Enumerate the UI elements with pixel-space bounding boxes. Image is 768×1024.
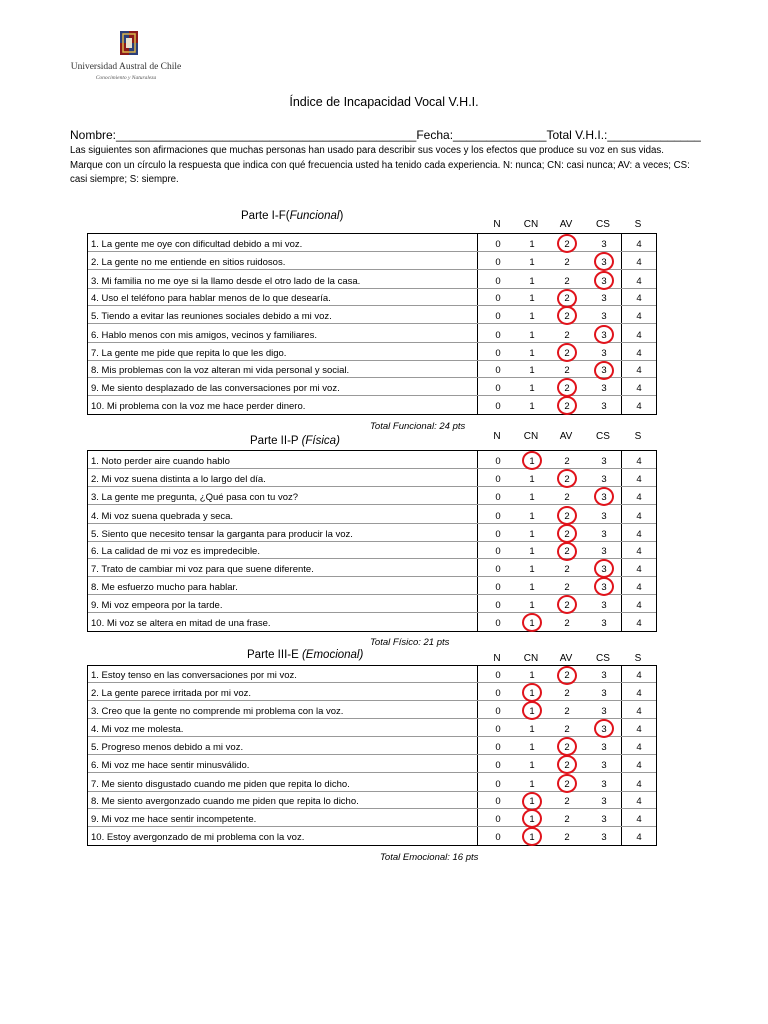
score-option-3[interactable]: 3 (601, 814, 607, 825)
score-option-2[interactable]: 2 (564, 474, 570, 485)
score-option-1[interactable]: 1 (529, 688, 535, 699)
question-divider (477, 577, 478, 595)
table-row (88, 666, 656, 683)
table-row (88, 595, 656, 613)
question-text: 2. La gente no me entiende en sitios ruidosos. (91, 257, 286, 268)
score-option-1[interactable]: 1 (529, 600, 535, 611)
question-divider (477, 343, 478, 361)
question-divider (477, 361, 478, 378)
score-option-3[interactable]: 3 (601, 365, 607, 376)
score-option-3[interactable]: 3 (601, 779, 607, 790)
logo-motto: Conocimiento y Naturaleza (95, 75, 157, 81)
score-option-3[interactable]: 3 (601, 600, 607, 611)
question-text: 6. La calidad de mi voz es impredecible. (91, 546, 260, 557)
score-option-1[interactable]: 1 (529, 401, 535, 412)
score-option-0[interactable]: 0 (495, 796, 501, 807)
score-option-2[interactable]: 2 (564, 257, 570, 268)
column-header-n: N (493, 431, 501, 442)
question-text: 5. Tiendo a evitar las reuniones sociales debido a mi voz. (91, 311, 332, 322)
table-row (88, 773, 656, 792)
question-text: 3. Mi familia no me oye si la llamo desde el otro lado de la casa. (91, 276, 361, 287)
score-option-3[interactable]: 3 (601, 529, 607, 540)
score-option-1[interactable]: 1 (529, 239, 535, 250)
score-option-4[interactable]: 4 (636, 564, 642, 575)
score-option-1[interactable]: 1 (529, 474, 535, 485)
column-header-s: S (634, 219, 642, 230)
score-option-3[interactable]: 3 (601, 330, 607, 341)
question-divider (477, 469, 478, 487)
table-row (88, 755, 656, 773)
question-text: 6. Mi voz me hace sentir minusválido. (91, 760, 250, 771)
score-option-1[interactable]: 1 (529, 492, 535, 503)
column-header-n: N (493, 653, 501, 664)
score-option-0[interactable]: 0 (495, 779, 501, 790)
score-option-1[interactable]: 1 (529, 383, 535, 394)
score-option-0[interactable]: 0 (495, 760, 501, 771)
score-option-1[interactable]: 1 (529, 796, 535, 807)
score-option-1[interactable]: 1 (529, 742, 535, 753)
score-option-4[interactable]: 4 (636, 814, 642, 825)
score-option-4[interactable]: 4 (636, 365, 642, 376)
score-option-2[interactable]: 2 (564, 688, 570, 699)
score-option-2[interactable]: 2 (564, 814, 570, 825)
part-title-suffix: ) (339, 210, 344, 222)
table-row (88, 505, 656, 524)
question-divider (477, 542, 478, 559)
score-option-2[interactable]: 2 (564, 670, 570, 681)
column-header-av: AV (559, 431, 573, 442)
question-divider (477, 683, 478, 701)
question-table (87, 233, 657, 415)
score-option-2[interactable]: 2 (564, 529, 570, 540)
table-row (88, 809, 656, 827)
question-text: 9. Mi voz me hace sentir incompetente. (91, 814, 257, 825)
score-option-3[interactable]: 3 (601, 239, 607, 250)
column-headers (0, 431, 768, 445)
score-option-2[interactable]: 2 (564, 456, 570, 467)
score-option-3[interactable]: 3 (601, 724, 607, 735)
column-header-cs: CS (596, 431, 610, 442)
score-option-2[interactable]: 2 (564, 618, 570, 629)
question-text: 9. Me siento desplazado de las conversaciones por mi voz. (91, 383, 340, 394)
score-option-1[interactable]: 1 (529, 546, 535, 557)
score-option-4[interactable]: 4 (636, 724, 642, 735)
question-text: 5. Progreso menos debido a mi voz. (91, 742, 244, 753)
score-option-2[interactable]: 2 (564, 546, 570, 557)
question-text: 10. Mi voz se altera en mitad de una frase. (91, 618, 271, 629)
score-option-3[interactable]: 3 (601, 311, 607, 322)
question-text: 4. Mi voz me molesta. (91, 724, 184, 735)
score-option-1[interactable]: 1 (529, 618, 535, 629)
question-divider (477, 524, 478, 542)
score-option-2[interactable]: 2 (564, 311, 570, 322)
part-title-prefix: Parte III-E (247, 649, 302, 661)
table-row (88, 306, 656, 324)
score-option-3[interactable]: 3 (601, 511, 607, 522)
score-option-4[interactable]: 4 (636, 779, 642, 790)
score-option-1[interactable]: 1 (529, 529, 535, 540)
table-row (88, 719, 656, 737)
score-option-1[interactable]: 1 (529, 276, 535, 287)
score-option-4[interactable]: 4 (636, 529, 642, 540)
table-row (88, 378, 656, 396)
score-option-2[interactable]: 2 (564, 239, 570, 250)
score-option-1[interactable]: 1 (529, 724, 535, 735)
score-option-0[interactable]: 0 (495, 311, 501, 322)
score-option-0[interactable]: 0 (495, 365, 501, 376)
column-header-av: AV (559, 653, 573, 664)
score-option-0[interactable]: 0 (495, 742, 501, 753)
score-option-3[interactable]: 3 (601, 688, 607, 699)
question-divider (477, 234, 478, 252)
score-option-1[interactable]: 1 (529, 832, 535, 843)
table-row (88, 396, 656, 414)
score-option-4[interactable]: 4 (636, 276, 642, 287)
score-option-3[interactable]: 3 (601, 257, 607, 268)
score-option-4[interactable]: 4 (636, 582, 642, 593)
score-option-2[interactable]: 2 (564, 796, 570, 807)
score-option-1[interactable]: 1 (529, 311, 535, 322)
score-option-3[interactable]: 3 (601, 670, 607, 681)
score-option-4[interactable]: 4 (636, 618, 642, 629)
question-text: 2. Mi voz suena distinta a lo largo del día. (91, 474, 266, 485)
score-option-3[interactable]: 3 (601, 706, 607, 717)
score-option-4[interactable]: 4 (636, 600, 642, 611)
header-fields (70, 128, 701, 142)
score-option-4[interactable]: 4 (636, 239, 642, 250)
table-row (88, 559, 656, 577)
document-title: Índice de Incapacidad Vocal V.H.I. (289, 95, 479, 109)
column-header-cn: CN (523, 431, 539, 442)
question-divider (477, 559, 478, 577)
question-divider (477, 324, 478, 343)
score-option-4[interactable]: 4 (636, 311, 642, 322)
score-option-1[interactable]: 1 (529, 582, 535, 593)
score-option-1[interactable]: 1 (529, 760, 535, 771)
score-option-1[interactable]: 1 (529, 564, 535, 575)
score-option-3[interactable]: 3 (601, 564, 607, 575)
score-option-1[interactable]: 1 (529, 293, 535, 304)
part-title-prefix: Parte II-P (250, 435, 302, 447)
score-option-3[interactable]: 3 (601, 474, 607, 485)
score-option-2[interactable]: 2 (564, 706, 570, 717)
score-option-3[interactable]: 3 (601, 582, 607, 593)
question-text: 4. Mi voz suena quebrada y seca. (91, 511, 234, 522)
university-logo (70, 28, 182, 86)
table-row (88, 737, 656, 755)
column-header-s: S (634, 431, 642, 442)
column-header-s: S (634, 653, 642, 664)
table-row (88, 792, 656, 809)
score-option-3[interactable]: 3 (601, 348, 607, 359)
crest-icon (118, 30, 140, 58)
score-option-0[interactable]: 0 (495, 546, 501, 557)
score-option-0[interactable]: 0 (495, 832, 501, 843)
table-row (88, 827, 656, 845)
part-total: Total Funcional: 24 pts (370, 421, 466, 432)
score-option-0[interactable]: 0 (495, 564, 501, 575)
table-row (88, 487, 656, 505)
score-option-0[interactable]: 0 (495, 582, 501, 593)
question-table (87, 665, 657, 846)
score-option-4[interactable]: 4 (636, 492, 642, 503)
table-row (88, 577, 656, 595)
question-divider (477, 719, 478, 737)
question-divider (477, 792, 478, 809)
score-option-4[interactable]: 4 (636, 760, 642, 771)
nombre-field[interactable]: _____________________________________________ (116, 128, 417, 142)
score-option-3[interactable]: 3 (601, 832, 607, 843)
score-option-1[interactable]: 1 (529, 330, 535, 341)
table-row (88, 683, 656, 701)
score-option-3[interactable]: 3 (601, 383, 607, 394)
question-divider (477, 773, 478, 792)
score-option-2[interactable]: 2 (564, 724, 570, 735)
score-option-3[interactable]: 3 (601, 456, 607, 467)
question-divider (477, 252, 478, 270)
total-vhi-label: Total V.H.I.: (546, 128, 608, 142)
score-option-2[interactable]: 2 (564, 564, 570, 575)
score-option-4[interactable]: 4 (636, 257, 642, 268)
column-header-cn: CN (523, 653, 539, 664)
part-total: Total Físico: 21 pts (370, 637, 450, 648)
question-text: 7. La gente me pide que repita lo que les digo. (91, 348, 287, 359)
question-divider (477, 809, 478, 827)
score-option-0[interactable]: 0 (495, 492, 501, 503)
score-option-3[interactable]: 3 (601, 618, 607, 629)
score-option-0[interactable]: 0 (495, 618, 501, 629)
question-divider (477, 755, 478, 773)
question-text: 8. Me siento avergonzado cuando me piden que repita lo dicho. (91, 796, 359, 807)
column-header-cs: CS (596, 219, 610, 230)
fecha-label: Fecha: (416, 128, 454, 142)
table-row (88, 542, 656, 559)
score-option-0[interactable]: 0 (495, 529, 501, 540)
question-text: 10. Estoy avergonzado de mi problema con la voz. (91, 832, 305, 843)
question-divider (477, 595, 478, 613)
score-option-0[interactable]: 0 (495, 239, 501, 250)
question-divider (477, 378, 478, 396)
score-option-1[interactable]: 1 (529, 257, 535, 268)
question-divider (477, 487, 478, 505)
table-row (88, 289, 656, 306)
table-row (88, 234, 656, 252)
score-option-3[interactable]: 3 (601, 492, 607, 503)
instructions: Las siguientes son afirmaciones que muchas personas han usado para describir sus voces y los efectos que produce su voz en sus vidas. Marque con un círculo la respuesta que indica con qué frecuencia usted ha tenido cada experiencia. N: nunca; CN: casi nunca; AV: a veces; CS: casi siempre; S: siempre. (70, 145, 690, 185)
table-row (88, 613, 656, 631)
part-title-prefix: Parte I-F( (241, 210, 290, 222)
column-headers (0, 219, 768, 233)
score-option-4[interactable]: 4 (636, 511, 642, 522)
score-option-2[interactable]: 2 (564, 276, 570, 287)
score-option-0[interactable]: 0 (495, 474, 501, 485)
question-text: 4. Uso el teléfono para hablar menos de lo que desearía. (91, 293, 331, 304)
score-option-2[interactable]: 2 (564, 600, 570, 611)
table-row (88, 524, 656, 542)
question-text: 1. La gente me oye con dificultad debido a mi voz. (91, 239, 303, 250)
table-row (88, 469, 656, 487)
question-divider (477, 666, 478, 683)
score-option-3[interactable]: 3 (601, 276, 607, 287)
question-text: 9. Mi voz empeora por la tarde. (91, 600, 223, 611)
score-option-4[interactable]: 4 (636, 670, 642, 681)
score-option-0[interactable]: 0 (495, 706, 501, 717)
question-divider (477, 451, 478, 469)
score-option-0[interactable]: 0 (495, 456, 501, 467)
part-title-italic: (Física) (301, 435, 340, 447)
question-text: 3. Creo que la gente no comprende mi problema con la voz. (91, 706, 344, 717)
table-row (88, 324, 656, 343)
question-text: 7. Trato de cambiar mi voz para que suene diferente. (91, 564, 314, 575)
score-option-2[interactable]: 2 (564, 348, 570, 359)
score-option-2[interactable]: 2 (564, 760, 570, 771)
score-option-2[interactable]: 2 (564, 582, 570, 593)
score-option-3[interactable]: 3 (601, 546, 607, 557)
score-option-4[interactable]: 4 (636, 348, 642, 359)
question-text: 10. Mi problema con la voz me hace perder dinero. (91, 401, 306, 412)
score-option-2[interactable]: 2 (564, 383, 570, 394)
question-divider (477, 613, 478, 631)
score-option-1[interactable]: 1 (529, 456, 535, 467)
score-option-4[interactable]: 4 (636, 456, 642, 467)
question-text: 8. Me esfuerzo mucho para hablar. (91, 582, 238, 593)
score-option-0[interactable]: 0 (495, 276, 501, 287)
score-option-2[interactable]: 2 (564, 492, 570, 503)
total-vhi-field[interactable]: ______________ (607, 128, 701, 142)
column-header-cs: CS (596, 653, 610, 664)
question-table (87, 450, 657, 632)
score-option-0[interactable]: 0 (495, 688, 501, 699)
score-option-1[interactable]: 1 (529, 779, 535, 790)
question-divider (477, 270, 478, 289)
table-row (88, 343, 656, 361)
score-option-3[interactable]: 3 (601, 760, 607, 771)
score-option-2[interactable]: 2 (564, 330, 570, 341)
score-option-0[interactable]: 0 (495, 348, 501, 359)
logo-name: Universidad Austral de Chile (70, 62, 182, 72)
score-option-1[interactable]: 1 (529, 348, 535, 359)
fecha-field[interactable]: ______________ (453, 128, 547, 142)
score-option-4[interactable]: 4 (636, 293, 642, 304)
question-text: 7. Me siento disgustado cuando me piden que repita lo dicho. (91, 779, 350, 790)
question-divider (477, 306, 478, 324)
score-option-4[interactable]: 4 (636, 546, 642, 557)
question-text: 2. La gente parece irritada por mi voz. (91, 688, 252, 699)
score-option-4[interactable]: 4 (636, 688, 642, 699)
score-option-0[interactable]: 0 (495, 724, 501, 735)
question-divider (477, 289, 478, 306)
table-row (88, 701, 656, 719)
score-option-1[interactable]: 1 (529, 365, 535, 376)
score-option-4[interactable]: 4 (636, 401, 642, 412)
question-divider (477, 737, 478, 755)
score-option-0[interactable]: 0 (495, 670, 501, 681)
score-option-4[interactable]: 4 (636, 742, 642, 753)
score-option-3[interactable]: 3 (601, 293, 607, 304)
score-option-4[interactable]: 4 (636, 706, 642, 717)
score-option-4[interactable]: 4 (636, 796, 642, 807)
score-option-0[interactable]: 0 (495, 814, 501, 825)
score-option-0[interactable]: 0 (495, 330, 501, 341)
question-divider (477, 827, 478, 845)
score-option-4[interactable]: 4 (636, 330, 642, 341)
nombre-label: Nombre: (70, 128, 117, 142)
score-option-1[interactable]: 1 (529, 706, 535, 717)
table-row (88, 252, 656, 270)
part-title-italic: (Emocional) (301, 649, 364, 661)
part-total: Total Emocional: 16 pts (380, 852, 479, 863)
question-divider (477, 396, 478, 414)
question-text: 1. Noto perder aire cuando hablo (91, 456, 230, 467)
column-header-n: N (493, 219, 501, 230)
score-option-3[interactable]: 3 (601, 742, 607, 753)
question-text: 3. La gente me pregunta, ¿Qué pasa con tu voz? (91, 492, 299, 503)
score-option-3[interactable]: 3 (601, 796, 607, 807)
score-option-0[interactable]: 0 (495, 293, 501, 304)
score-option-0[interactable]: 0 (495, 511, 501, 522)
score-option-0[interactable]: 0 (495, 383, 501, 394)
score-option-0[interactable]: 0 (495, 600, 501, 611)
table-row (88, 361, 656, 378)
score-option-2[interactable]: 2 (564, 401, 570, 412)
score-option-1[interactable]: 1 (529, 814, 535, 825)
score-option-1[interactable]: 1 (529, 511, 535, 522)
question-divider (477, 505, 478, 524)
table-row (88, 451, 656, 469)
score-option-4[interactable]: 4 (636, 832, 642, 843)
score-option-2[interactable]: 2 (564, 293, 570, 304)
column-header-cn: CN (523, 219, 539, 230)
question-text: 8. Mis problemas con la voz alteran mi vida personal y social. (91, 365, 350, 376)
question-text: 6. Hablo menos con mis amigos, vecinos y familiares. (91, 330, 317, 341)
question-divider (477, 701, 478, 719)
score-option-0[interactable]: 0 (495, 401, 501, 412)
table-row (88, 270, 656, 289)
score-option-4[interactable]: 4 (636, 474, 642, 485)
question-text: 1. Estoy tenso en las conversaciones por mi voz. (91, 670, 297, 681)
score-option-1[interactable]: 1 (529, 670, 535, 681)
score-option-2[interactable]: 2 (564, 742, 570, 753)
question-text: 5. Siento que necesito tensar la garganta para producir la voz. (91, 529, 353, 540)
score-option-4[interactable]: 4 (636, 383, 642, 394)
score-option-0[interactable]: 0 (495, 257, 501, 268)
score-option-2[interactable]: 2 (564, 832, 570, 843)
part-title-italic: Funcional (289, 210, 340, 222)
score-option-2[interactable]: 2 (564, 779, 570, 790)
score-option-3[interactable]: 3 (601, 401, 607, 412)
score-option-2[interactable]: 2 (564, 511, 570, 522)
column-header-av: AV (559, 219, 573, 230)
score-option-2[interactable]: 2 (564, 365, 570, 376)
